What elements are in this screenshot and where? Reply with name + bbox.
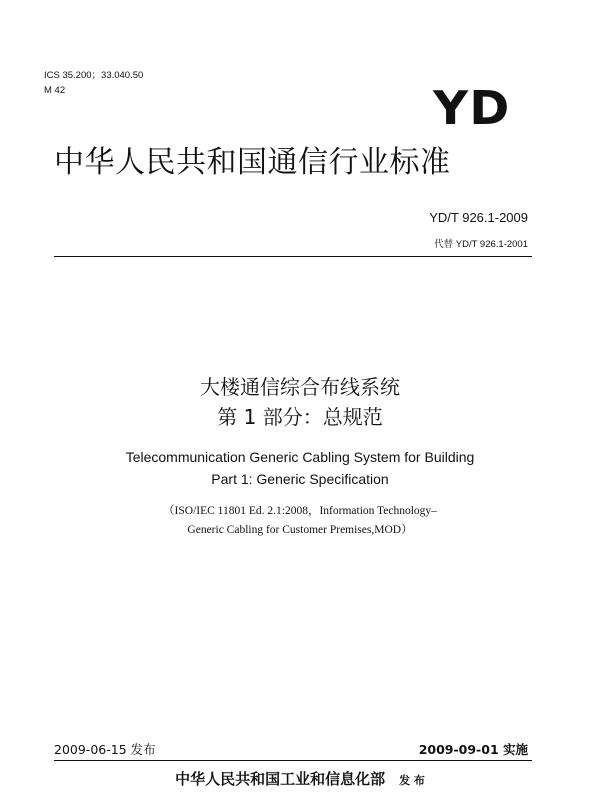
- title-en-part: Part 1: Generic Specification: [211, 471, 389, 487]
- implementation-date: 2009-09-01 实施: [418, 742, 528, 757]
- replaces-note: 代替 YD/T 926.1-2001: [434, 239, 528, 250]
- title-cn-part: 第 1 部分：总规范: [217, 405, 383, 429]
- header-divider: [54, 256, 532, 257]
- classification-codes: [44, 68, 143, 98]
- issue-date: 2009-06-15 发布: [54, 742, 156, 757]
- yd-logo: YD: [432, 81, 510, 135]
- issuer-name: 中华人民共和国工业和信息化部: [175, 770, 386, 788]
- issuer: [0, 768, 600, 792]
- title-en-main: Telecommunication Generic Cabling System for Building: [125, 449, 475, 465]
- reference-note-line1: （ISO/IEC 11801 Ed. 2.1:2008，Information Technology–: [163, 505, 437, 517]
- ics-code: ICS 35.200；33.040.50: [44, 70, 144, 81]
- issuer-suffix: 发 布: [399, 774, 425, 787]
- footer-divider: [54, 760, 532, 761]
- title-block: [0, 372, 600, 540]
- reference-note-line2: Generic Cabling for Customer Premises,MOD）: [187, 524, 413, 536]
- standard-type-heading: 中华人民共和国通信行业标准: [54, 145, 451, 180]
- standard-number: YD/T 926.1-2009: [429, 210, 528, 225]
- ccs-code: M 42: [44, 85, 66, 96]
- title-cn-main: 大楼通信综合布线系统: [200, 375, 400, 399]
